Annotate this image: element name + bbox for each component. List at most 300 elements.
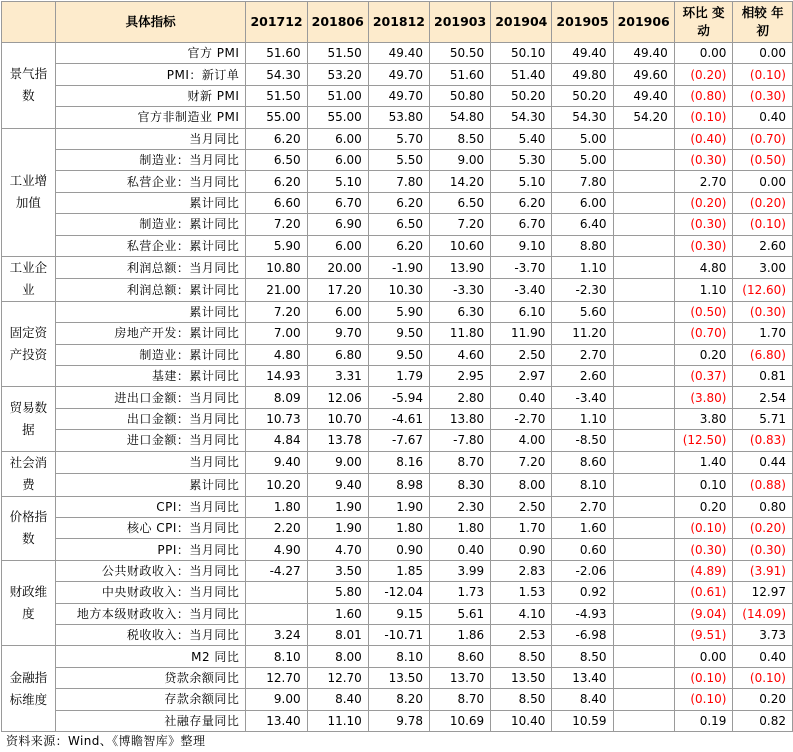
category-cell: 工业增加值 (2, 128, 56, 256)
value-cell: -4.27 (246, 560, 307, 581)
value-cell: 1.80 (246, 496, 307, 517)
header-period: 201903 (430, 2, 491, 43)
value-cell (613, 624, 674, 645)
value-cell (613, 387, 674, 408)
value-cell (613, 560, 674, 581)
value-cell: 50.50 (430, 43, 491, 64)
value-cell (613, 323, 674, 344)
value-cell: -12.04 (368, 582, 429, 603)
value-cell: 7.20 (491, 451, 552, 474)
value-cell: 2.70 (552, 344, 613, 365)
value-cell (613, 128, 674, 149)
value-cell: 6.00 (307, 235, 368, 256)
value-cell: 51.40 (491, 64, 552, 85)
value-cell: 1.73 (430, 582, 491, 603)
value-cell: 6.20 (246, 171, 307, 192)
value-cell (613, 192, 674, 213)
value-cell: 8.10 (552, 474, 613, 497)
ytd-cell: 0.00 (733, 171, 793, 192)
ytd-cell: (0.50) (733, 149, 793, 170)
header-period: 201905 (552, 2, 613, 43)
value-cell: 51.50 (246, 85, 307, 106)
value-cell: -4.93 (552, 603, 613, 624)
indicator-cell: 公共财政收入：当月同比 (55, 560, 246, 581)
mom-cell: (0.37) (674, 366, 733, 387)
value-cell: 8.80 (552, 235, 613, 256)
value-cell: 20.00 (307, 256, 368, 279)
value-cell: 4.70 (307, 539, 368, 560)
value-cell (613, 474, 674, 497)
value-cell: 6.40 (552, 214, 613, 235)
value-cell: 8.10 (246, 646, 307, 667)
value-cell: 8.50 (430, 128, 491, 149)
table-row (2, 43, 793, 64)
value-cell: 14.93 (246, 366, 307, 387)
indicator-cell: PMI：新订单 (55, 64, 246, 85)
mom-cell: (9.04) (674, 603, 733, 624)
value-cell: 49.70 (368, 85, 429, 106)
value-cell: 11.20 (552, 323, 613, 344)
value-cell: 1.90 (307, 496, 368, 517)
value-cell: -2.30 (552, 279, 613, 302)
value-cell: -2.70 (491, 408, 552, 429)
ytd-cell: (0.88) (733, 474, 793, 497)
value-cell: 9.50 (368, 344, 429, 365)
table-row (2, 366, 793, 387)
value-cell: 1.10 (552, 408, 613, 429)
table-row (2, 496, 793, 517)
header-period: 201906 (613, 2, 674, 43)
category-cell: 社会消费 (2, 451, 56, 496)
indicator-cell: 当月同比 (55, 451, 246, 474)
value-cell: 6.50 (430, 192, 491, 213)
indicator-cell: 社融存量同比 (55, 710, 246, 731)
value-cell: 6.90 (307, 214, 368, 235)
mom-cell: (4.89) (674, 560, 733, 581)
value-cell: 10.69 (430, 710, 491, 731)
value-cell: 2.50 (491, 344, 552, 365)
table-row (2, 149, 793, 170)
indicator-cell: M2 同比 (55, 646, 246, 667)
category-cell: 贸易数据 (2, 387, 56, 451)
mom-cell: (0.61) (674, 582, 733, 603)
category-cell: 金融指标维度 (2, 646, 56, 732)
ytd-cell: (0.30) (733, 85, 793, 106)
value-cell: 6.60 (246, 192, 307, 213)
ytd-cell: 0.40 (733, 107, 793, 128)
value-cell: 50.20 (552, 85, 613, 106)
value-cell: 1.70 (491, 518, 552, 539)
value-cell: 10.40 (491, 710, 552, 731)
value-cell (613, 496, 674, 517)
value-cell: 6.00 (307, 128, 368, 149)
value-cell: 11.80 (430, 323, 491, 344)
mom-cell: (0.10) (674, 667, 733, 688)
value-cell: 8.70 (430, 689, 491, 710)
header-ytd: 相较 年初 (733, 2, 793, 43)
value-cell: 13.50 (368, 667, 429, 688)
table-row (2, 85, 793, 106)
value-cell: 4.84 (246, 430, 307, 451)
value-cell: 54.30 (246, 64, 307, 85)
value-cell: 8.50 (491, 646, 552, 667)
indicator-table (1, 1, 793, 732)
ytd-cell: 3.00 (733, 256, 793, 279)
ytd-cell: 0.81 (733, 366, 793, 387)
value-cell: 8.60 (552, 451, 613, 474)
value-cell: 13.80 (430, 408, 491, 429)
value-cell (613, 710, 674, 731)
value-cell: 2.70 (552, 496, 613, 517)
value-cell: 3.99 (430, 560, 491, 581)
value-cell: -1.90 (368, 256, 429, 279)
value-cell: 5.30 (491, 149, 552, 170)
value-cell: 2.95 (430, 366, 491, 387)
mom-cell: 0.19 (674, 710, 733, 731)
value-cell: 7.00 (246, 323, 307, 344)
value-cell: 8.20 (368, 689, 429, 710)
value-cell: 6.50 (246, 149, 307, 170)
value-cell: 1.86 (430, 624, 491, 645)
source-note: 资料来源：Wind、《博瞻智库》整理 (6, 734, 206, 748)
value-cell: 17.20 (307, 279, 368, 302)
value-cell (613, 235, 674, 256)
value-cell: -10.71 (368, 624, 429, 645)
value-cell: 10.73 (246, 408, 307, 429)
indicator-cell: 进口金额：当月同比 (55, 430, 246, 451)
mom-cell: (0.10) (674, 689, 733, 710)
indicator-cell: 私营企业：当月同比 (55, 171, 246, 192)
value-cell: 0.40 (430, 539, 491, 560)
value-cell (613, 646, 674, 667)
value-cell: 8.70 (430, 451, 491, 474)
value-cell: 6.00 (307, 301, 368, 322)
value-cell: 0.90 (491, 539, 552, 560)
value-cell: 4.80 (246, 344, 307, 365)
ytd-cell: (0.10) (733, 667, 793, 688)
value-cell: 9.00 (430, 149, 491, 170)
value-cell: 1.79 (368, 366, 429, 387)
category-cell: 财政维度 (2, 560, 56, 646)
value-cell: 9.15 (368, 603, 429, 624)
ytd-cell: 0.80 (733, 496, 793, 517)
value-cell: 7.20 (246, 214, 307, 235)
indicator-cell: PPI：当月同比 (55, 539, 246, 560)
table-row (2, 323, 793, 344)
indicator-cell: 制造业：累计同比 (55, 214, 246, 235)
value-cell: -4.61 (368, 408, 429, 429)
table-row (2, 560, 793, 581)
table-row (2, 192, 793, 213)
value-cell: 13.40 (552, 667, 613, 688)
value-cell: 9.00 (246, 689, 307, 710)
value-cell: 9.78 (368, 710, 429, 731)
category-cell: 工业企业 (2, 256, 56, 301)
value-cell: 6.20 (368, 235, 429, 256)
mom-cell: (0.30) (674, 539, 733, 560)
value-cell: 0.90 (368, 539, 429, 560)
indicator-cell: 贷款余额同比 (55, 667, 246, 688)
value-cell: 10.60 (430, 235, 491, 256)
value-cell: 12.70 (246, 667, 307, 688)
value-cell: 8.00 (307, 646, 368, 667)
value-cell: -7.80 (430, 430, 491, 451)
header-period: 201904 (491, 2, 552, 43)
ytd-cell: 0.40 (733, 646, 793, 667)
value-cell: 9.50 (368, 323, 429, 344)
ytd-cell: 2.60 (733, 235, 793, 256)
value-cell (613, 366, 674, 387)
value-cell: 51.60 (430, 64, 491, 85)
value-cell: 1.60 (307, 603, 368, 624)
value-cell: 6.70 (491, 214, 552, 235)
value-cell (613, 582, 674, 603)
value-cell: 53.20 (307, 64, 368, 85)
indicator-cell: 制造业：当月同比 (55, 149, 246, 170)
ytd-cell: (0.30) (733, 539, 793, 560)
indicator-cell: 核心 CPI：当月同比 (55, 518, 246, 539)
category-cell: 固定资产投资 (2, 301, 56, 387)
value-cell: 8.40 (552, 689, 613, 710)
indicator-cell: 私营企业：累计同比 (55, 235, 246, 256)
table-row (2, 624, 793, 645)
value-cell: 13.70 (430, 667, 491, 688)
mom-cell: (0.80) (674, 85, 733, 106)
mom-cell: 0.00 (674, 646, 733, 667)
value-cell: 6.00 (307, 149, 368, 170)
value-cell: 1.53 (491, 582, 552, 603)
value-cell: 55.00 (307, 107, 368, 128)
ytd-cell: 2.54 (733, 387, 793, 408)
value-cell: 49.40 (368, 43, 429, 64)
indicator-cell: 累计同比 (55, 301, 246, 322)
value-cell: 6.50 (368, 214, 429, 235)
value-cell: 2.80 (430, 387, 491, 408)
value-cell: 50.10 (491, 43, 552, 64)
ytd-cell: 3.73 (733, 624, 793, 645)
header-row (2, 2, 793, 43)
value-cell: 1.80 (430, 518, 491, 539)
value-cell: 12.70 (307, 667, 368, 688)
value-cell: 1.90 (368, 496, 429, 517)
value-cell (613, 256, 674, 279)
value-cell: 10.30 (368, 279, 429, 302)
value-cell (613, 689, 674, 710)
value-cell: 50.20 (491, 85, 552, 106)
value-cell (613, 279, 674, 302)
value-cell (246, 603, 307, 624)
indicator-cell: 利润总额：当月同比 (55, 256, 246, 279)
value-cell: 51.50 (307, 43, 368, 64)
value-cell: 8.16 (368, 451, 429, 474)
value-cell: 7.80 (368, 171, 429, 192)
value-cell: 51.00 (307, 85, 368, 106)
value-cell (613, 171, 674, 192)
value-cell: 13.40 (246, 710, 307, 731)
value-cell: 2.30 (430, 496, 491, 517)
indicator-cell: 房地产开发：累计同比 (55, 323, 246, 344)
value-cell: 0.60 (552, 539, 613, 560)
mom-cell: 3.80 (674, 408, 733, 429)
value-cell: 5.90 (246, 235, 307, 256)
value-cell (246, 582, 307, 603)
value-cell: 6.80 (307, 344, 368, 365)
value-cell: 8.10 (368, 646, 429, 667)
table-row (2, 64, 793, 85)
mom-cell: 0.10 (674, 474, 733, 497)
value-cell: 49.70 (368, 64, 429, 85)
value-cell: 8.50 (491, 689, 552, 710)
value-cell: 13.50 (491, 667, 552, 688)
value-cell: 2.53 (491, 624, 552, 645)
mom-cell: (0.40) (674, 128, 733, 149)
mom-cell: (0.20) (674, 192, 733, 213)
value-cell: 1.10 (552, 256, 613, 279)
value-cell: 4.00 (491, 430, 552, 451)
value-cell: 5.60 (552, 301, 613, 322)
indicator-cell: 财新 PMI (55, 85, 246, 106)
table-row (2, 235, 793, 256)
value-cell (613, 344, 674, 365)
value-cell: 1.90 (307, 518, 368, 539)
table-row (2, 518, 793, 539)
value-cell: 5.10 (491, 171, 552, 192)
value-cell: 54.30 (552, 107, 613, 128)
value-cell (613, 539, 674, 560)
value-cell: 49.40 (613, 85, 674, 106)
header-period: 201712 (246, 2, 307, 43)
value-cell: 14.20 (430, 171, 491, 192)
value-cell: -3.30 (430, 279, 491, 302)
value-cell: 1.60 (552, 518, 613, 539)
indicator-cell: CPI：当月同比 (55, 496, 246, 517)
ytd-cell: 0.20 (733, 689, 793, 710)
value-cell: 4.60 (430, 344, 491, 365)
mom-cell: 4.80 (674, 256, 733, 279)
table-row (2, 107, 793, 128)
ytd-cell: (0.83) (733, 430, 793, 451)
value-cell: 6.70 (307, 192, 368, 213)
table-row (2, 689, 793, 710)
mom-cell: 0.20 (674, 496, 733, 517)
mom-cell: (0.20) (674, 64, 733, 85)
value-cell: 7.20 (246, 301, 307, 322)
ytd-cell: 12.97 (733, 582, 793, 603)
value-cell: -3.70 (491, 256, 552, 279)
value-cell: 50.80 (430, 85, 491, 106)
value-cell: 9.70 (307, 323, 368, 344)
value-cell: 2.83 (491, 560, 552, 581)
value-cell: 6.20 (491, 192, 552, 213)
mom-cell: (12.50) (674, 430, 733, 451)
ytd-cell: (0.10) (733, 64, 793, 85)
value-cell: 4.10 (491, 603, 552, 624)
indicator-cell: 利润总额：累计同比 (55, 279, 246, 302)
value-cell: -3.40 (491, 279, 552, 302)
table-row (2, 710, 793, 731)
value-cell: 5.00 (552, 128, 613, 149)
value-cell: 9.40 (307, 474, 368, 497)
indicator-cell: 官方非制造业 PMI (55, 107, 246, 128)
value-cell: 8.40 (307, 689, 368, 710)
value-cell: 8.50 (552, 646, 613, 667)
mom-cell: 1.10 (674, 279, 733, 302)
value-cell (613, 214, 674, 235)
value-cell: 5.00 (552, 149, 613, 170)
indicator-cell: 当月同比 (55, 128, 246, 149)
value-cell: 3.50 (307, 560, 368, 581)
value-cell: 0.92 (552, 582, 613, 603)
value-cell: 13.90 (430, 256, 491, 279)
ytd-cell: (12.60) (733, 279, 793, 302)
value-cell: 2.20 (246, 518, 307, 539)
value-cell: 49.80 (552, 64, 613, 85)
header-period: 201812 (368, 2, 429, 43)
ytd-cell: 0.82 (733, 710, 793, 731)
ytd-cell: 0.44 (733, 451, 793, 474)
indicator-cell: 税收收入：当月同比 (55, 624, 246, 645)
indicator-cell: 累计同比 (55, 474, 246, 497)
table-row (2, 128, 793, 149)
value-cell: 3.24 (246, 624, 307, 645)
indicator-cell: 出口金额：当月同比 (55, 408, 246, 429)
value-cell (613, 451, 674, 474)
table-row (2, 603, 793, 624)
value-cell: 54.80 (430, 107, 491, 128)
value-cell (613, 518, 674, 539)
value-cell: 10.70 (307, 408, 368, 429)
ytd-cell: 5.71 (733, 408, 793, 429)
value-cell: 4.90 (246, 539, 307, 560)
value-cell: 11.90 (491, 323, 552, 344)
value-cell: -6.98 (552, 624, 613, 645)
ytd-cell: 0.00 (733, 43, 793, 64)
value-cell: 49.40 (613, 43, 674, 64)
value-cell (613, 149, 674, 170)
value-cell: 13.78 (307, 430, 368, 451)
indicator-cell: 地方本级财政收入：当月同比 (55, 603, 246, 624)
table-row (2, 474, 793, 497)
table-body (2, 43, 793, 732)
value-cell: 9.10 (491, 235, 552, 256)
mom-cell: (9.51) (674, 624, 733, 645)
table-row (2, 646, 793, 667)
value-cell: 5.80 (307, 582, 368, 603)
value-cell (613, 430, 674, 451)
indicator-cell: 官方 PMI (55, 43, 246, 64)
value-cell: 21.00 (246, 279, 307, 302)
value-cell: 6.30 (430, 301, 491, 322)
value-cell: 53.80 (368, 107, 429, 128)
indicator-cell: 存款余额同比 (55, 689, 246, 710)
mom-cell: (0.30) (674, 214, 733, 235)
indicator-cell: 进出口金额：当月同比 (55, 387, 246, 408)
value-cell (613, 301, 674, 322)
ytd-cell: (6.80) (733, 344, 793, 365)
value-cell: 5.61 (430, 603, 491, 624)
value-cell: 3.31 (307, 366, 368, 387)
table-row (2, 667, 793, 688)
table-row (2, 279, 793, 302)
ytd-cell: (0.20) (733, 518, 793, 539)
value-cell: 5.50 (368, 149, 429, 170)
indicator-cell: 累计同比 (55, 192, 246, 213)
mom-cell: (0.30) (674, 235, 733, 256)
value-cell: -7.67 (368, 430, 429, 451)
value-cell: 49.60 (613, 64, 674, 85)
value-cell: 5.10 (307, 171, 368, 192)
value-cell: 51.60 (246, 43, 307, 64)
